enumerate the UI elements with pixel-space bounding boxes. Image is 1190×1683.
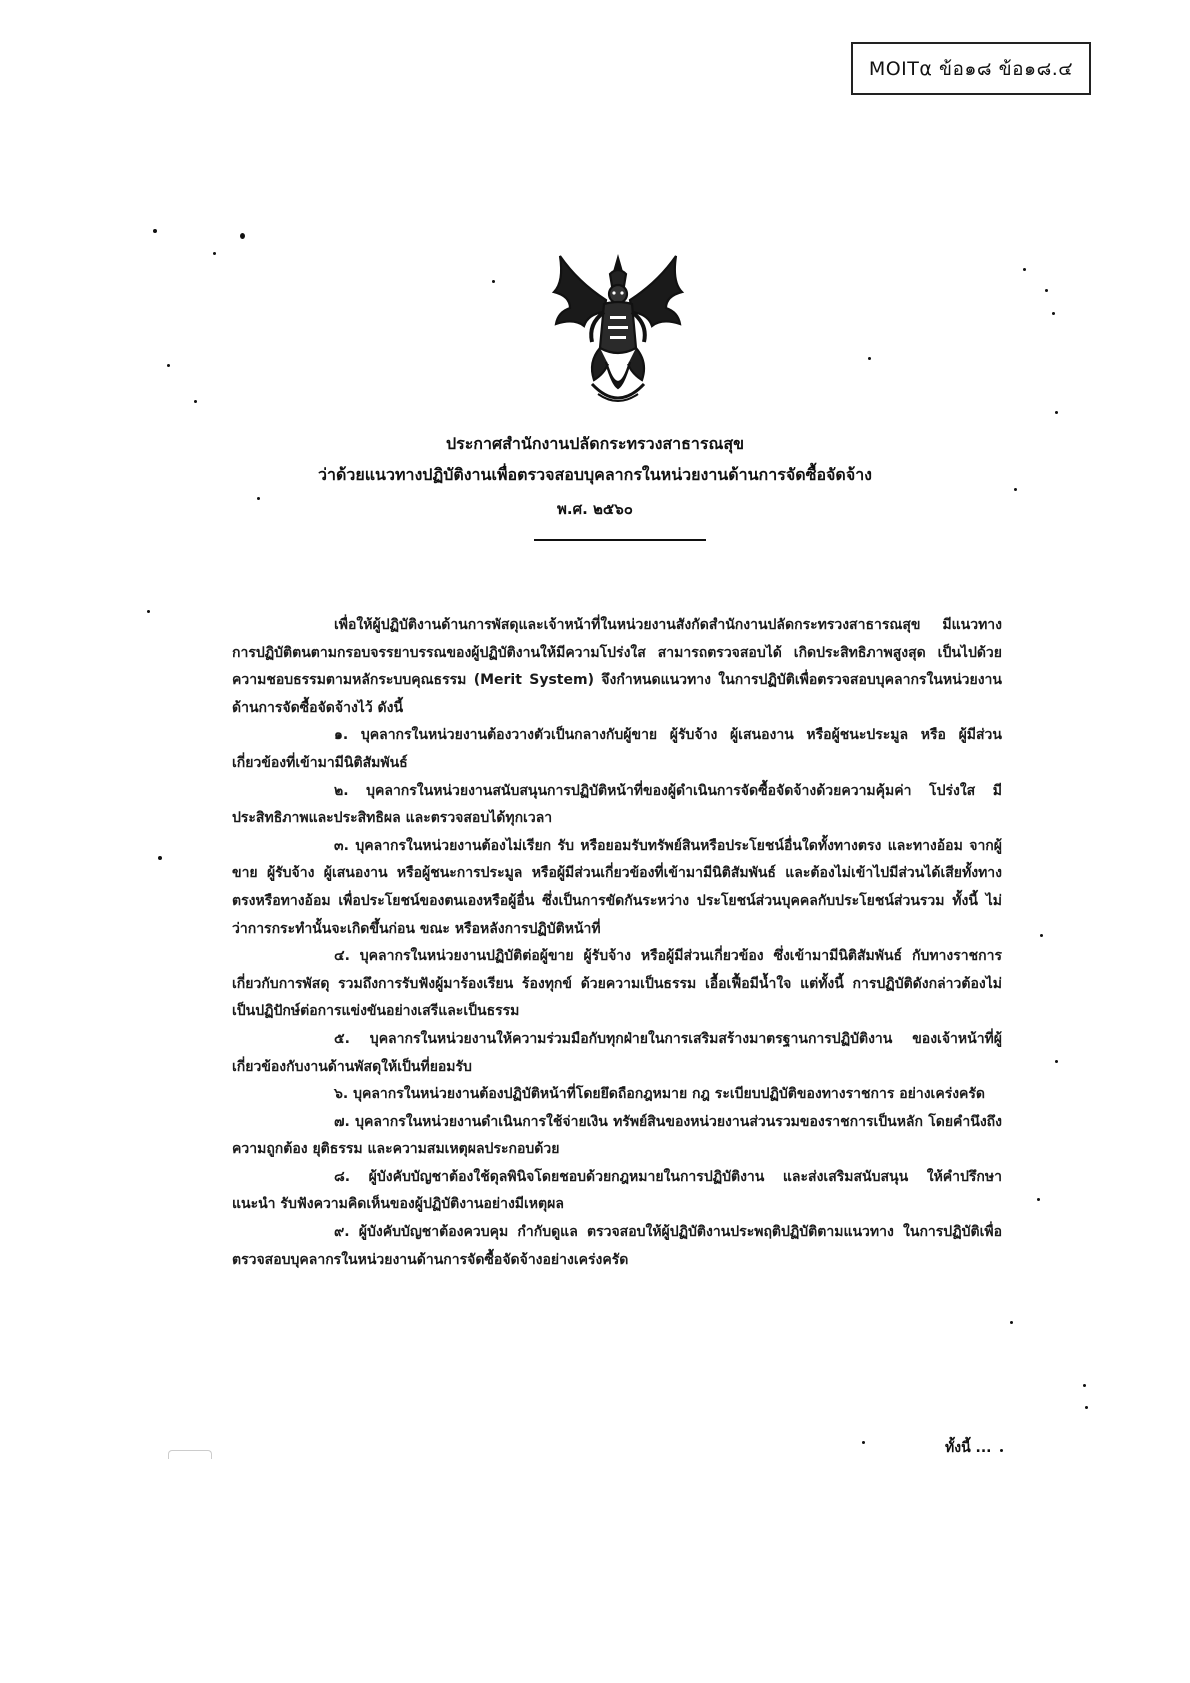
clause-7: ๗. บุคลากรในหน่วยงานดำเนินการใช้จ่ายเงิน ทรัพย์สินของหน่วยงานส่วนรวมของราชการเป็นหลัก โดยคำนึงถึงความถูกต้อง ยุติธรรม และความสมเหตุผลประกอบด้วย: [232, 1113, 1002, 1158]
clause-5: ๕. บุคลากรในหน่วยงานให้ความร่วมมือกับทุกฝ่ายในการเสริมสร้างมาตรฐานการปฏิบัติงาน ของเจ้าหน้าที่ผู้เกี่ยวข้องกับงานด้านพัสดุให้เป็นที่ยอมรับ: [232, 1030, 1002, 1075]
scan-speck: [492, 280, 495, 283]
clause-8: ๘. ผู้บังคับบัญชาต้องใช้ดุลพินิจโดยชอบด้วยกฎหมายในการปฏิบัติงาน และส่งเสริมสนับสนุน ให้คำปรึกษา แนะนำ รับฟังความคิดเห็นของผู้ปฏิบัติงานอย่างมีเหตุผล: [232, 1168, 1002, 1213]
clause-4: ๔. บุคลากรในหน่วยงานปฏิบัติต่อผู้ขาย ผู้รับจ้าง หรือผู้มีส่วนเกี่ยวข้อง ซึ่งเข้ามามีนิติสัมพันธ์ กับทางราชการเกี่ยวกับการพัสดุ รวมถึงการรับฟังผู้มาร้องเรียน ร้องทุกข์ ด้วยความเป็นธรรม เอื้อเฟื้อมีน้ำใจ แต่ทั้งนี้ การปฏิบัติดังกล่าวต้องไม่เป็นปฏิปักษ์ต่อการแข่งขันอย่างเสรีและเป็นธรรม: [232, 948, 1002, 1020]
scan-speck: [1083, 1384, 1086, 1387]
reference-box: MOITα ข้อ๑๘ ข้อ๑๘.๔: [851, 42, 1091, 95]
scan-speck: [1085, 1406, 1088, 1409]
clause-1: ๑. บุคลากรในหน่วยงานต้องวางตัวเป็นกลางกับผู้ขาย ผู้รับจ้าง ผู้เสนองาน หรือผู้ชนะประมูล หรือ ผู้มีส่วนเกี่ยวข้องที่เข้ามามีนิติสัมพันธ์: [232, 727, 1002, 771]
scan-speck: [147, 610, 150, 613]
scan-speck: [1010, 1321, 1013, 1324]
scan-speck: [153, 229, 157, 233]
clause-9: ๙. ผู้บังคับบัญชาต้องควบคุม กำกับดูแล ตรวจสอบให้ผู้ปฏิบัติงานประพฤติปฏิบัติตามแนวทาง ในการปฏิบัติเพื่อตรวจสอบบุคลากรในหน่วยงานด้านการจัดซื้อจัดจ้างอย่างเคร่งครัด: [232, 1224, 1002, 1268]
scan-speck: [240, 233, 245, 239]
announcement-body: [232, 612, 1002, 1274]
scan-artifact: [168, 1450, 212, 1459]
scan-speck: [1055, 411, 1058, 414]
announcement-year: พ.ศ. ๒๕๖๐: [557, 500, 633, 518]
scan-speck: [213, 252, 216, 255]
scan-speck: [862, 1441, 865, 1444]
clause-3: ๓. บุคลากรในหน่วยงานต้องไม่เรียก รับ หรือยอมรับทรัพย์สินหรือประโยชน์อื่นใดทั้งทางตรง และทางอ้อม จากผู้ขาย ผู้รับจ้าง ผู้เสนองาน หรือผู้ชนะการประมูล หรือผู้มีส่วนเกี่ยวข้องที่เข้ามามีนิติสัมพันธ์ และต้องไม่เข้าไปมีส่วนได้เสียทั้งทางตรงหรือทางอ้อม เพื่อประโยชน์ของตนเองหรือผู้อื่น ซึ่งเป็นการขัดกันระหว่าง ประโยชน์ส่วนบุคคลกับประโยชน์ส่วนรวม ทั้งนี้ ไม่ว่าการกระทำนั้นจะเกิดขึ้นก่อน ขณะ หรือหลังการปฏิบัติหน้าที่: [232, 837, 1002, 937]
scan-speck: [1000, 1449, 1003, 1452]
garuda-emblem-icon: [548, 252, 688, 412]
scan-speck: [1014, 488, 1017, 491]
announcement-subject: ว่าด้วยแนวทางปฏิบัติงานเพื่อตรวจสอบบุคลากรในหน่วยงานด้านการจัดซื้อจัดจ้าง: [318, 465, 872, 484]
scan-speck: [194, 400, 197, 403]
announcement-title: ประกาศสำนักงานปลัดกระทรวงสาธารณสุข: [445, 434, 745, 453]
scan-speck: [1055, 1060, 1058, 1063]
intro-paragraph: เพื่อให้ผู้ปฏิบัติงานด้านการพัสดุและเจ้าหน้าที่ในหน่วยงานสังกัดสำนักงานปลัดกระทรวงสาธารณสุข มีแนวทางการปฏิบัติตนตามกรอบจรรยาบรรณของผู้ปฏิบัติงานให้มีความโปร่งใส สามารถตรวจสอบได้ เกิดประสิทธิภาพสูงสุด เป็นไปด้วยความชอบธรรมตามหลักระบบคุณธรรม (Merit System) จึงกำหนดแนวทาง ในการปฏิบัติเพื่อตรวจสอบบุคลากรในหน่วยงานด้านการจัดซื้อจัดจ้างไว้ ดังนี้: [232, 617, 1002, 716]
scan-speck: [167, 364, 170, 367]
scan-speck: [1037, 1198, 1040, 1201]
scan-speck: [1023, 268, 1026, 271]
scan-speck: [257, 497, 260, 500]
continuation-marker: ทั้งนี้ ...: [945, 1440, 992, 1456]
heading-divider: [534, 539, 706, 541]
scan-speck: [868, 357, 871, 360]
scan-speck: [1040, 934, 1043, 937]
scan-speck: [158, 856, 162, 860]
scan-speck: [1045, 289, 1048, 292]
clause-6: ๖. บุคลากรในหน่วยงานต้องปฏิบัติหน้าที่โดยยึดถือกฎหมาย กฎ ระเบียบปฏิบัติของทางราชการ อย่างเคร่งครัด: [334, 1086, 986, 1103]
clause-2: ๒. บุคลากรในหน่วยงานสนับสนุนการปฏิบัติหน้าที่ของผู้ดำเนินการจัดซื้อจัดจ้างด้วยความคุ้มค่า โปร่งใส มีประสิทธิภาพและประสิทธิผล และตรวจสอบได้ทุกเวลา: [232, 782, 1002, 827]
scan-speck: [1052, 312, 1055, 315]
